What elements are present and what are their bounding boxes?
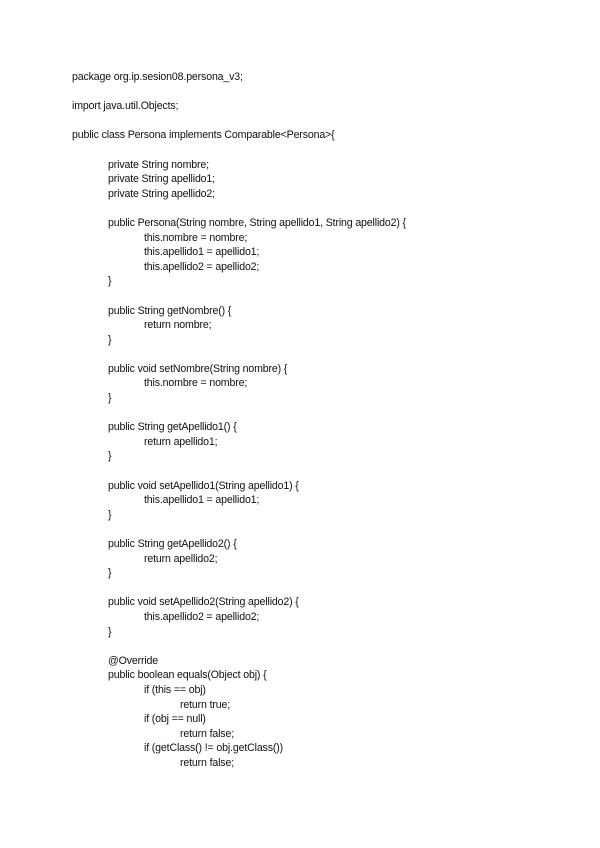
code-line: this.apellido1 = apellido1;: [144, 246, 260, 259]
code-line: this.nombre = nombre;: [144, 231, 248, 244]
code-line: private String apellido2;: [108, 187, 215, 200]
code-line: private String apellido1;: [108, 173, 215, 186]
code-line: public boolean equals(Object obj) {: [108, 669, 267, 682]
code-line: }: [108, 625, 112, 638]
code-line: this.nombre = nombre;: [144, 377, 248, 390]
code-line: private String nombre;: [108, 158, 209, 171]
code-line: }: [108, 450, 112, 463]
code-line: }: [108, 508, 112, 521]
blank-line: [72, 347, 406, 362]
blank-line: [72, 639, 406, 654]
code-line: public String getApellido1() {: [108, 421, 237, 434]
blank-line: [72, 143, 406, 158]
blank-line: [72, 464, 406, 479]
code-line: return nombre;: [144, 319, 212, 332]
code-line: }: [108, 275, 112, 288]
code-line: return apellido2;: [144, 552, 218, 565]
code-line: public void setNombre(String nombre) {: [108, 362, 288, 375]
code-line: }: [108, 567, 112, 580]
code-line: @Override: [108, 654, 159, 667]
source-code-block: [72, 70, 406, 771]
blank-line: [72, 522, 406, 537]
code-line: public void setApellido1(String apellido1) {: [108, 479, 299, 492]
code-line: public class Persona implements Comparable<Persona>{: [72, 129, 335, 142]
blank-line: [72, 406, 406, 421]
code-line: this.apellido2 = apellido2;: [144, 610, 260, 623]
code-line: return true;: [180, 698, 231, 711]
code-line: }: [108, 333, 112, 346]
code-line: public Persona(String nombre, String apellido1, String apellido2) {: [108, 216, 406, 229]
code-line: if (this == obj): [144, 683, 206, 696]
code-line: }: [108, 392, 112, 405]
blank-line: [72, 581, 406, 596]
code-line: public String getNombre() {: [108, 304, 232, 317]
blank-line: [72, 85, 406, 100]
code-line: package org.ip.sesion08.persona_v3;: [72, 71, 243, 83]
code-line: import java.util.Objects;: [72, 100, 179, 113]
blank-line: [72, 114, 406, 129]
code-line: if (getClass() != obj.getClass()): [144, 742, 283, 755]
code-line: return false;: [180, 727, 234, 740]
code-line: public void setApellido2(String apellido2) {: [108, 596, 299, 609]
code-line: this.apellido2 = apellido2;: [144, 260, 260, 273]
blank-line: [72, 201, 406, 216]
code-line: return false;: [180, 756, 234, 769]
blank-line: [72, 289, 406, 304]
code-line: this.apellido1 = apellido1;: [144, 494, 260, 507]
code-line: public String getApellido2() {: [108, 538, 237, 550]
code-line: if (obj == null): [144, 713, 206, 726]
code-line: return apellido1;: [144, 435, 218, 448]
